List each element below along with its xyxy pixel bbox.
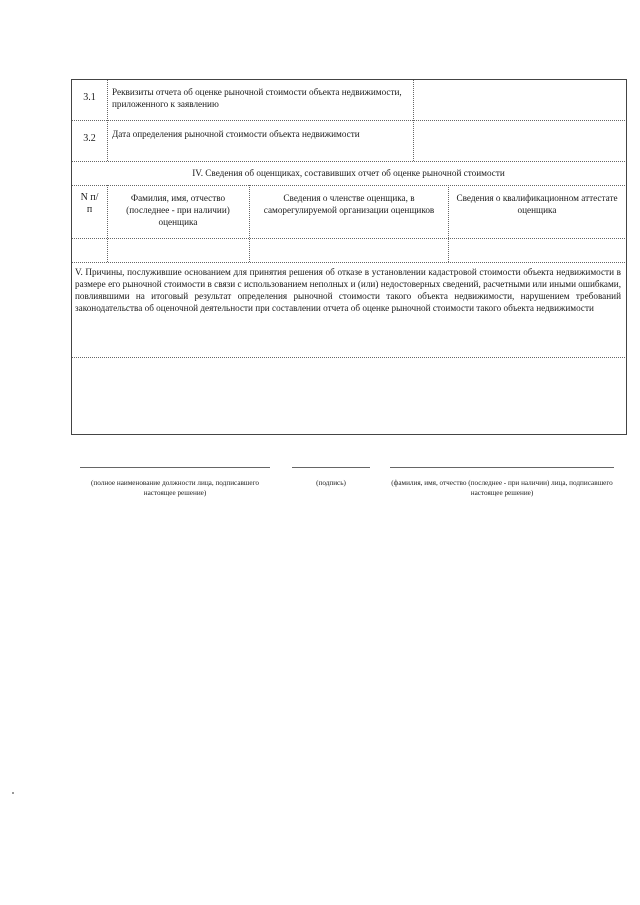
row-divider [72, 120, 625, 121]
signature-line-position [80, 467, 270, 468]
signature-caption-position: (полное наименование должности лица, подписавшего настоящее решение) [91, 479, 259, 497]
row-divider [72, 262, 625, 263]
signature-caption-fullname: (фамилия, имя, отчество (последнее - при наличии) лица, подписавшего настоящее решение) [391, 479, 613, 497]
signature-line-signature [292, 467, 370, 468]
row-divider [72, 185, 625, 186]
row-3-2-label: Дата определения рыночной стоимости объекта недвижимости [112, 129, 360, 139]
section-4-header-certificate: Сведения о квалификационном аттестате оценщика [456, 193, 618, 215]
row-divider [72, 357, 625, 358]
section-4-title: IV. Сведения об оценщиках, составивших отчет об оценке рыночной стоимости [192, 168, 505, 178]
row-3-1-label: Реквизиты отчета об оценке рыночной стоимости объекта недвижимости, приложенного к заявлению [112, 87, 402, 109]
signature-line-fullname [390, 467, 614, 468]
section-4-header-number: N п/п [80, 192, 99, 215]
column-divider [107, 80, 108, 161]
row-divider [72, 238, 625, 239]
signature-caption-signature: (подпись) [316, 479, 346, 487]
row-3-2-number: 3.2 [83, 133, 96, 144]
row-3-1-number: 3.1 [83, 92, 96, 103]
section-4-header-membership: Сведения о членстве оценщика, в саморегулируемой организации оценщиков [263, 193, 435, 215]
scan-speck [12, 792, 14, 794]
section-4-header-name: Фамилия, имя, отчество (последнее - при наличии) оценщика [126, 193, 230, 227]
row-divider [72, 161, 625, 162]
column-divider [413, 80, 414, 161]
section-5-title: V. Причины, послужившие основанием для принятия решения об отказе в установлении кадастровой стоимости объекта недвижимости в размере его рыночной стоимости в связи с использованием неполных и (или) недостоверных сведений, расчетными или иными ошибками, повлиявшими на итоговый результат определения рыночной стоимости такого объекта недвижимости, нарушением требований законодательства об оценочной деятельности при составлении отчета об оценке рыночной стоимости такого объекта недвижимости [75, 267, 621, 313]
column-divider [249, 185, 250, 262]
column-divider [107, 185, 108, 262]
column-divider [448, 185, 449, 262]
